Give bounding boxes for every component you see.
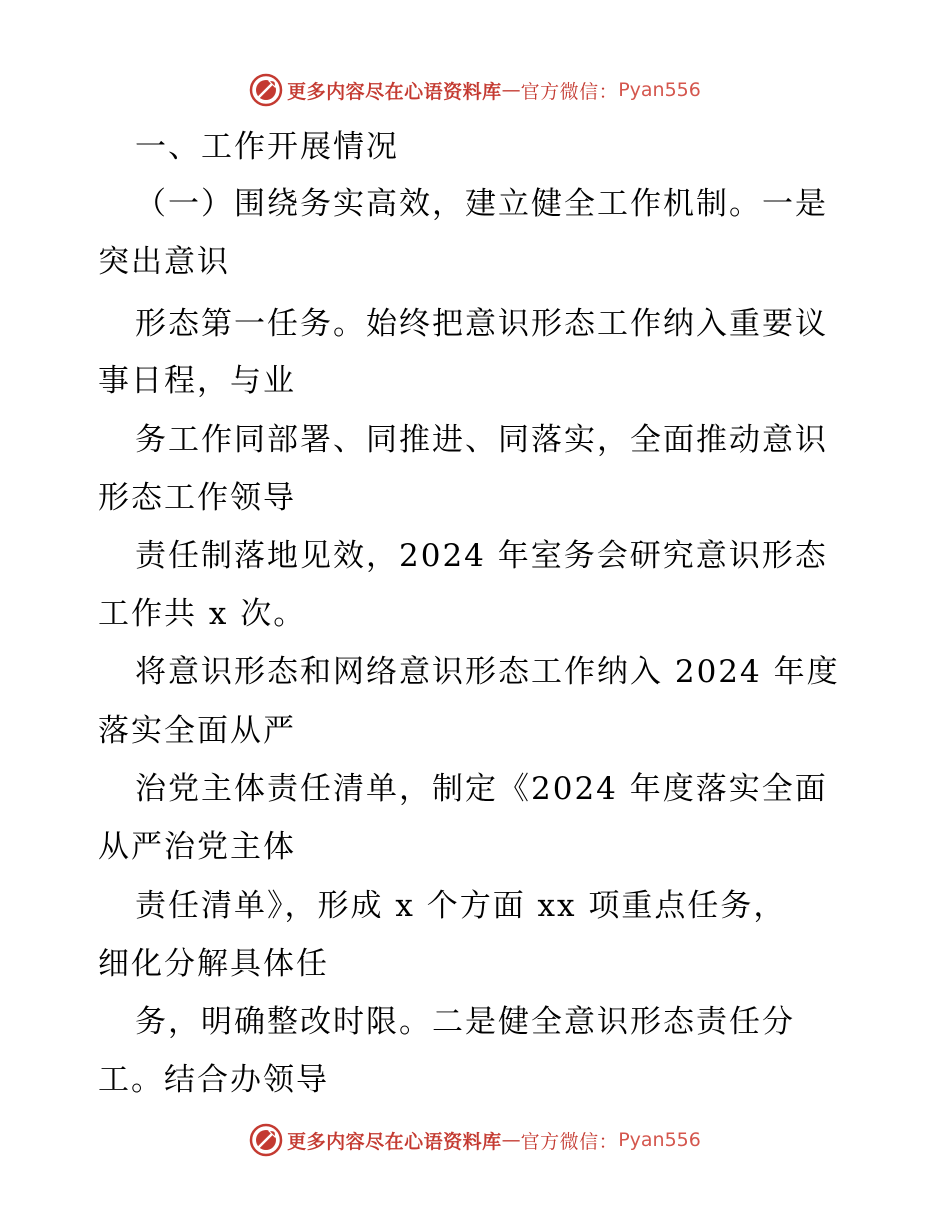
paragraph-line: 事日程，与业 <box>98 363 296 399</box>
quill-seal-icon <box>249 1123 283 1157</box>
paragraph-line: 落实全面从严 <box>98 713 296 749</box>
paragraph-line: 细化分解具体任 <box>98 946 329 982</box>
banner-main-text: 更多内容尽在心语资料库 <box>287 1130 502 1153</box>
banner-separator: — <box>501 1129 521 1151</box>
paragraph-line: 务，明确整改时限。二是健全意识形态责任分 <box>135 1004 795 1040</box>
footer-watermark-banner <box>0 1120 950 1160</box>
banner-separator: — <box>501 79 521 101</box>
banner-wechat-id: Pyan556 <box>618 79 701 101</box>
paragraph-line: 从严治党主体 <box>98 829 296 865</box>
paragraph-line: 形态工作领导 <box>98 480 296 516</box>
paragraph-line: 务工作同部署、同推进、同落实，全面推动意识 <box>135 422 828 458</box>
quill-seal-icon <box>249 73 283 107</box>
paragraph-line: 形态第一任务。始终把意识形态工作纳入重要议 <box>135 306 828 342</box>
paragraph-line: 工。结合办领导 <box>98 1062 329 1098</box>
paragraph-line: 责任清单》，形成 x 个方面 xx 项重点任务， <box>135 888 787 924</box>
banner-wechat-id: Pyan556 <box>618 1129 701 1151</box>
paragraph-line: 责任制落地见效，2024 年室务会研究意识形态 <box>135 538 828 574</box>
paragraph-line: （一）围绕务实高效，建立健全工作机制。一是 <box>135 186 828 222</box>
banner-main-text: 更多内容尽在心语资料库 <box>287 80 502 103</box>
header-watermark-banner <box>0 70 950 110</box>
banner-sub-text: 官方微信： <box>520 1130 619 1153</box>
banner-sub-text: 官方微信： <box>520 80 619 103</box>
section-heading: 一、工作开展情况 <box>135 129 399 165</box>
paragraph-line: 将意识形态和网络意识形态工作纳入 2024 年度 <box>135 654 840 690</box>
paragraph-line: 突出意识 <box>98 244 230 280</box>
paragraph-line: 工作共 x 次。 <box>98 596 307 632</box>
paragraph-line: 治党主体责任清单，制定《2024 年度落实全面 <box>135 771 828 807</box>
